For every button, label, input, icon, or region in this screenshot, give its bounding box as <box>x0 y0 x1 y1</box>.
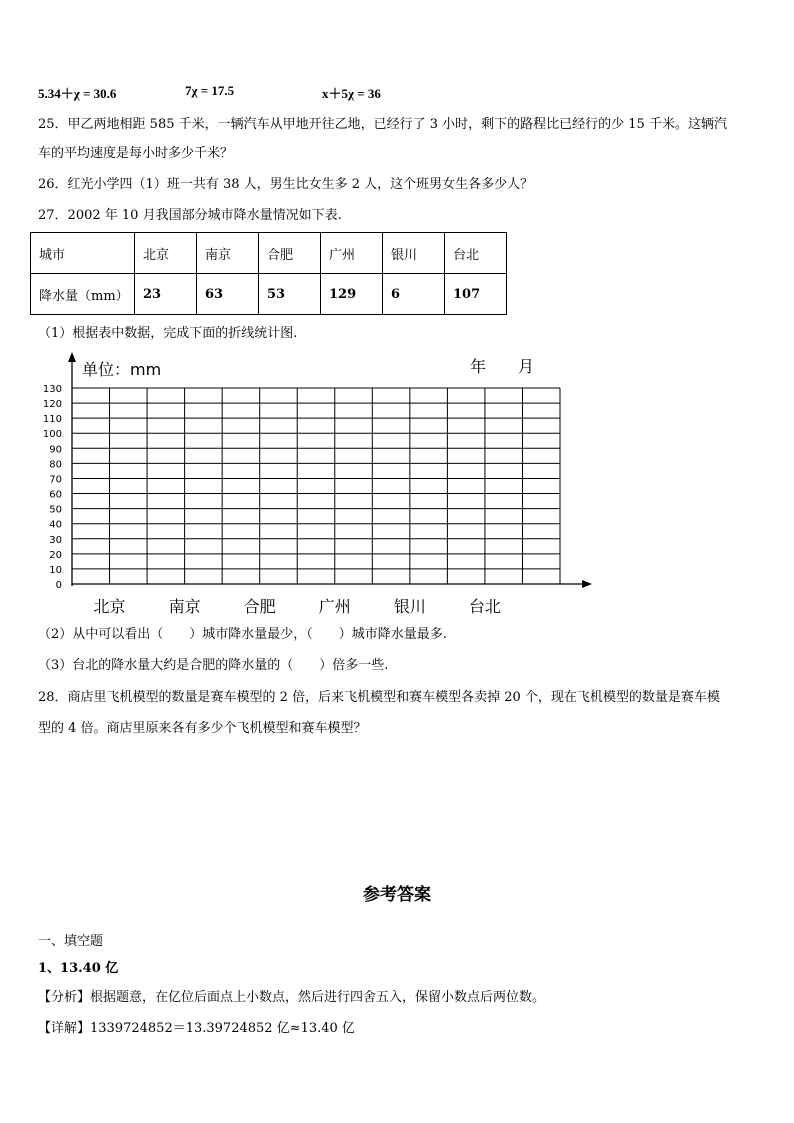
question-26: 26．红光小学四（1）班一共有 38 人，男生比女生多 2 人，这个班男女生各多少人？ <box>38 177 534 192</box>
y-tick-label: 60 <box>49 489 62 501</box>
answer-item-1: 1、13.40 亿 <box>38 961 119 976</box>
line-chart-svg <box>30 350 600 625</box>
equation-1: 5.34＋χ = 30.6 <box>38 86 117 101</box>
y-tick-label: 50 <box>49 504 62 516</box>
x-category-label: 合肥 <box>243 597 276 616</box>
y-tick-label: 120 <box>42 399 62 411</box>
y-tick-label: 40 <box>49 519 62 531</box>
table-header-row <box>31 233 507 274</box>
answer-detail: 【详解】1339724852＝13.39724852 亿≈13.40 亿 <box>38 1021 355 1036</box>
question-25-line-2: 车的平均速度是每小时多少千米？ <box>38 146 234 161</box>
table-cell: 降水量（mm） <box>31 274 135 315</box>
y-tick-label: 0 <box>55 580 62 591</box>
x-category-label: 南京 <box>168 597 201 616</box>
table-cell: 南京 <box>197 233 259 274</box>
question-27-sub-2: （2）从中可以看出（ ）城市降水量最少，（ ）城市降水量最多. <box>38 627 447 642</box>
table-cell: 63 <box>197 274 259 315</box>
x-category-label: 银川 <box>393 597 426 616</box>
y-axis-arrow <box>68 352 76 362</box>
question-25-line-1: 25．甲乙两地相距 585 千米，一辆汽车从甲地开往乙地，已经行了 3 小时，剩下的路程比已经行的少 15 千米。这辆汽 <box>38 117 727 132</box>
table-cell: 107 <box>445 274 507 315</box>
question-27-sub-1: （1）根据表中数据，完成下面的折线统计图. <box>38 326 298 341</box>
x-axis-arrow <box>582 580 592 588</box>
table-cell: 合肥 <box>259 233 321 274</box>
x-category-label: 北京 <box>93 597 126 616</box>
table-cell: 129 <box>321 274 383 315</box>
answers-title: 参考答案 <box>363 885 431 905</box>
y-tick-label: 30 <box>49 534 62 546</box>
y-tick-label: 90 <box>49 444 62 456</box>
equation-2: 7χ = 17.5 <box>185 83 235 98</box>
table-cell: 银川 <box>383 233 445 274</box>
table-row <box>31 274 507 315</box>
chart-unit-label: 单位：mm <box>82 360 162 379</box>
table-cell: 6 <box>383 274 445 315</box>
answer-analysis: 【分析】根据题意，在亿位后面点上小数点，然后进行四舍五入，保留小数点后两位数。 <box>38 990 546 1005</box>
table-cell: 53 <box>259 274 321 315</box>
x-category-label: 台北 <box>468 597 501 616</box>
y-tick-label: 130 <box>42 384 62 395</box>
x-category-label: 广州 <box>318 597 351 616</box>
y-tick-label: 100 <box>42 429 62 441</box>
line-chart <box>30 350 600 625</box>
question-27-intro: 27．2002 年 10 月我国部分城市降水量情况如下表. <box>38 208 342 223</box>
y-tick-label: 80 <box>49 459 62 471</box>
table-cell: 广州 <box>321 233 383 274</box>
question-28-line-2: 型的 4 倍。商店里原来各有多少个飞机模型和赛车模型？ <box>38 721 367 736</box>
y-tick-label: 70 <box>49 474 62 486</box>
y-tick-label: 110 <box>42 414 62 426</box>
table-cell: 城市 <box>31 233 135 274</box>
y-tick-label: 10 <box>49 564 62 576</box>
answers-section: 一、填空题 <box>38 934 104 949</box>
y-tick-label: 20 <box>49 549 62 561</box>
table-cell: 北京 <box>135 233 197 274</box>
table-cell: 23 <box>135 274 197 315</box>
chart-date-label: 年 月 <box>470 357 535 376</box>
rainfall-table <box>30 232 507 315</box>
table-cell: 台北 <box>445 233 507 274</box>
question-28-line-1: 28．商店里飞机模型的数量是赛车模型的 2 倍，后来飞机模型和赛车模型各卖掉 20 个，现在飞机模型的数量是赛车模 <box>38 690 720 705</box>
equation-3: x＋5χ = 36 <box>322 86 381 101</box>
question-27-sub-3: （3）台北的降水量大约是合肥的降水量的（ ）倍多一些. <box>38 658 389 673</box>
